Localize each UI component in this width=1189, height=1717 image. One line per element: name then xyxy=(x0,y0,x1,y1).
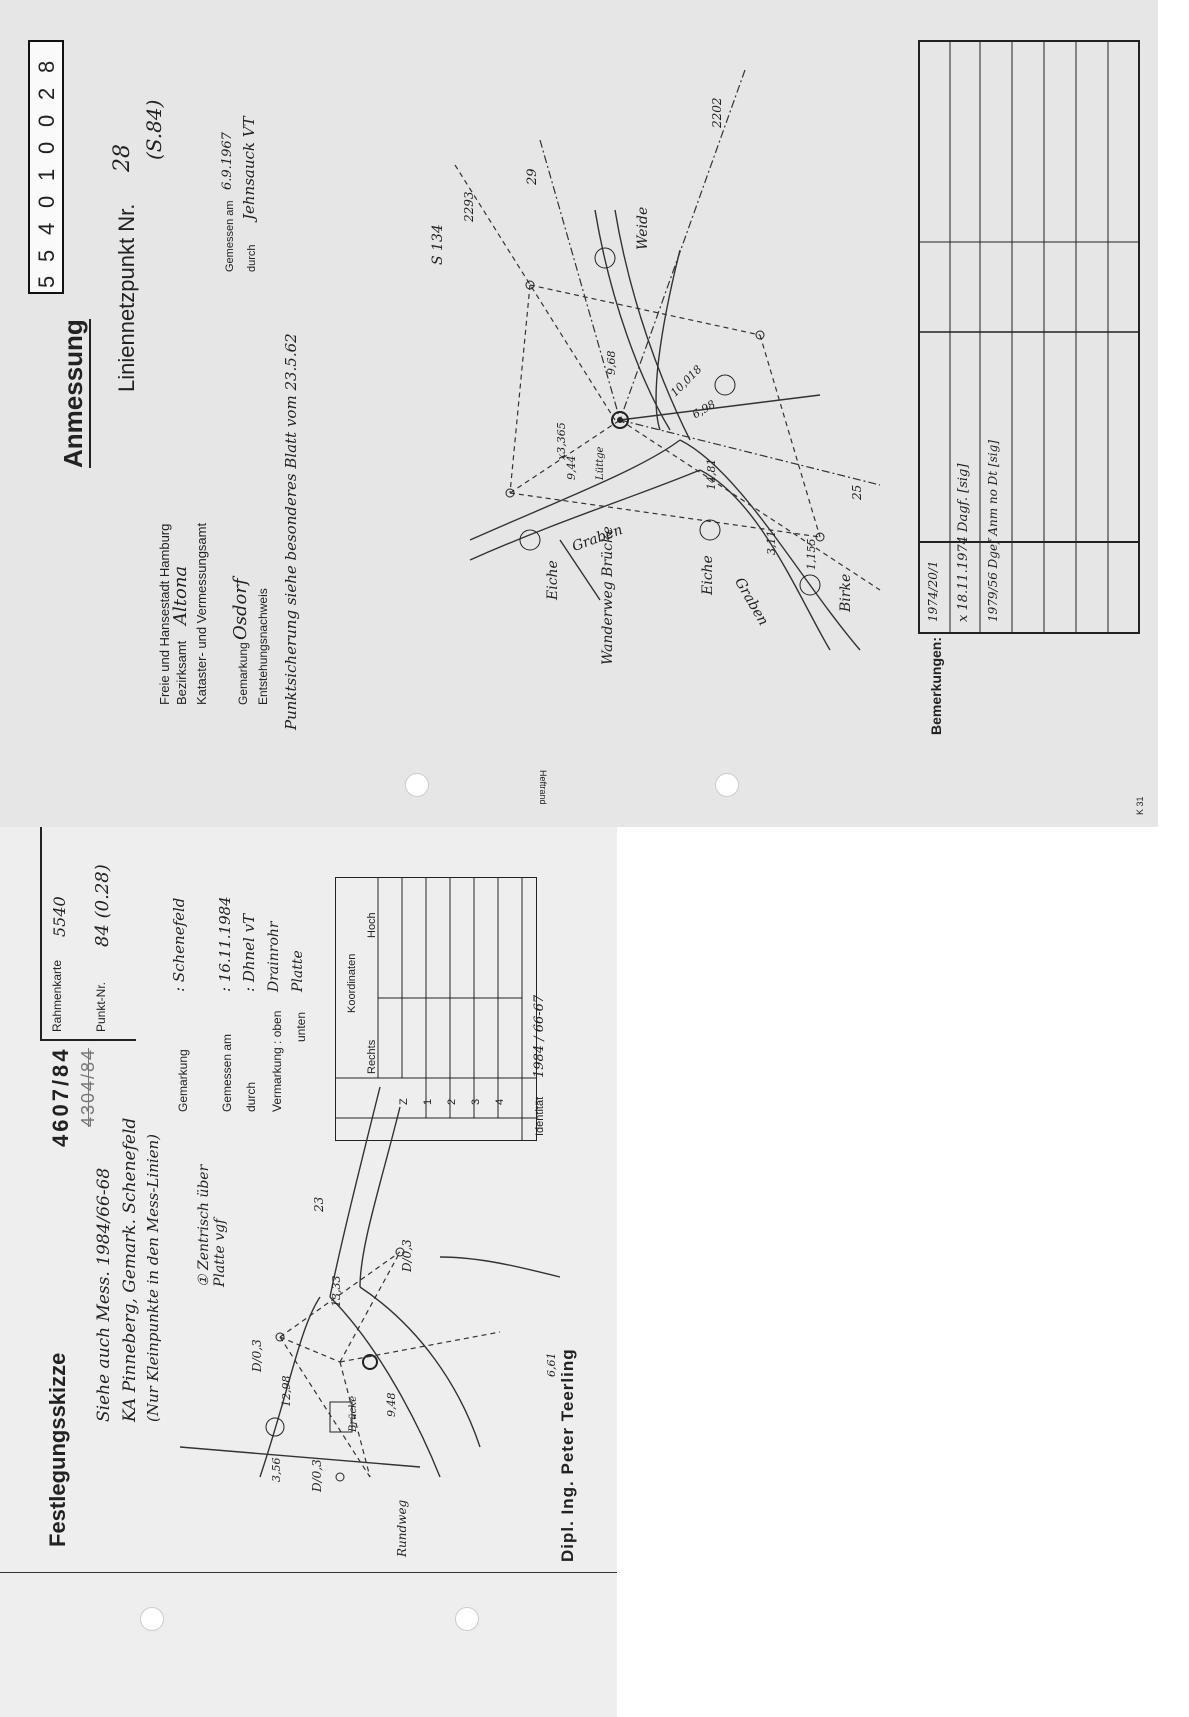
code-digit: 8 xyxy=(34,60,59,73)
tree-icon xyxy=(715,375,735,395)
measure-label: 9,44 xyxy=(565,455,578,480)
sketch-label-birke: Birke xyxy=(838,573,854,612)
gemarkung-label: Gemarkung xyxy=(236,642,250,705)
subtitle-label: Liniennetzpunkt Nr. xyxy=(114,203,139,392)
bezirksamt-value: Altona xyxy=(170,565,191,625)
entstehung-label: Entstehungsnachweis xyxy=(256,588,270,705)
punkt-label: Punkt-Nr. xyxy=(94,981,108,1032)
durch-value: Jehnsauck VT xyxy=(240,116,258,220)
sketch-label: 12,98 xyxy=(280,1375,293,1407)
sketch-label: 23 xyxy=(312,1196,326,1212)
measure-label: 9,68 xyxy=(605,350,618,375)
tree-icon xyxy=(520,530,540,550)
code-digit: 2 xyxy=(34,87,59,100)
row-label: 3 xyxy=(470,1098,482,1105)
punch-hole xyxy=(715,773,739,797)
main-point-inner xyxy=(617,417,623,423)
sketch-label-eiche: Eiche xyxy=(545,560,561,600)
durch-label: durch xyxy=(246,244,258,272)
row-label: 1 xyxy=(422,1098,434,1105)
punch-hole xyxy=(140,1607,164,1631)
engineer-stamp: Dipl. Ing. Peter Teerling xyxy=(558,1348,577,1562)
code-digit: 1 xyxy=(34,168,59,181)
note-line: Siehe auch Mess. 1984/66-68 xyxy=(94,1167,114,1422)
code-digit: 5 xyxy=(34,249,59,262)
vermarkung-value: Drainrohr xyxy=(266,921,282,992)
vermarkung-label: Vermarkung : oben xyxy=(270,1010,284,1112)
kataster-label: Kataster- und Vermessungsamt xyxy=(194,522,209,705)
sketch-label: Brücke xyxy=(348,1395,359,1432)
row-label: 2 xyxy=(446,1098,458,1105)
row-label: Z xyxy=(398,1098,410,1105)
ray-label: S 134 xyxy=(430,224,446,265)
ray-label: 2293 xyxy=(462,191,476,222)
code-digit: 5 xyxy=(34,275,59,288)
authority-line: Freie und Hansestadt Hamburg xyxy=(157,523,172,705)
sketch-label-graben: Graben xyxy=(731,575,772,629)
code-digit: 0 xyxy=(34,141,59,154)
punch-hole xyxy=(455,1607,479,1631)
page-title: Anmessung xyxy=(58,319,91,468)
punch-hole xyxy=(405,773,429,797)
punkt-value: 84 (0.28) xyxy=(92,864,113,947)
survey-sketch-b xyxy=(0,827,617,1717)
unten-label: unten xyxy=(294,1011,308,1042)
sketch-label: 9,48 xyxy=(385,1392,398,1417)
remark-row: 1979/56 Dgef Anm no Dt [sig] xyxy=(986,440,1000,622)
sheet-number-struck: 4304/84 xyxy=(78,1047,98,1127)
gemarkung-label: Gemarkung xyxy=(176,1049,190,1112)
point-reference: (S.84) xyxy=(142,99,166,160)
code-digit: 0 xyxy=(34,195,59,208)
ray-label: Lüttge xyxy=(595,446,606,480)
gemessen-value: : 16.11.1984 xyxy=(216,896,234,992)
unten-value: Platte xyxy=(290,950,306,992)
sketch-label-weide: Weide xyxy=(635,206,651,250)
gemarkung-value: : Schenefeld xyxy=(170,897,188,992)
ray-label: 25 xyxy=(850,484,864,500)
measure-label: 6,98 xyxy=(690,397,718,422)
festlegungsskizze-sheet xyxy=(0,827,617,1717)
ray-label: 2202 xyxy=(710,97,724,128)
entstehung-value: Punktsicherung siehe besonderes Blatt vom 23.5.62 xyxy=(282,333,300,730)
rahmenkarte-value: 5540 xyxy=(50,896,69,937)
durch-value: : Dhnel vT xyxy=(240,913,258,992)
zentrisch-note: ① Zentrisch über Platte vgf xyxy=(196,1164,228,1287)
rechts-header: Rechts xyxy=(366,1039,378,1074)
sketch-label: D/0,3 xyxy=(250,1339,264,1372)
measure-label: x3,365 xyxy=(555,422,568,460)
hoch-header: Hoch xyxy=(366,912,378,938)
sketch-label-bruecke: Wanderweg Brücke xyxy=(600,526,616,665)
control-point xyxy=(336,1473,344,1481)
sketch-label: D/0,3 xyxy=(310,1459,324,1492)
sketch-label: 3,56 xyxy=(270,1457,283,1482)
sketch-label-eiche: Eiche xyxy=(700,555,716,595)
code-digit: 4 xyxy=(34,222,59,235)
identitaet-label: Identität xyxy=(534,1096,546,1136)
bemerkungen-label: Bemerkungen: xyxy=(928,636,944,735)
sketch-label: 6,61 xyxy=(545,1352,558,1377)
sheet-title: Festlegungsskizze xyxy=(45,1352,70,1547)
measure-label: 10,018 xyxy=(668,362,705,400)
code-digit: 0 xyxy=(34,114,59,127)
gemessen-label: Gemessen am xyxy=(224,200,236,272)
sketch-label: Rundweg xyxy=(395,1499,409,1557)
tree-icon xyxy=(700,520,720,540)
point-number: 28 xyxy=(110,144,135,172)
ray-label: 29 xyxy=(525,168,540,185)
gemarkung-value: Osdorf xyxy=(230,578,251,640)
note-line: KA Pinneberg, Gemark. Schenefeld xyxy=(120,1117,140,1422)
rahmenkarte-label: Rahmenkarte xyxy=(50,959,64,1032)
gemessen-value: 6.9.1967 xyxy=(220,132,235,190)
remark-row: 1974/20/1 xyxy=(926,560,940,622)
koordinaten-header: Koordinaten xyxy=(346,953,358,1013)
measure-label: 3,11 xyxy=(765,530,778,555)
gemessen-label: Gemessen am xyxy=(220,1033,234,1112)
identitaet-value: 1984 / 66-67 xyxy=(532,994,547,1078)
remark-row: x 18.11.1974 Dagf. [sig] xyxy=(956,463,971,622)
sketch-label: D/0,3 xyxy=(400,1239,414,1272)
footer-code: K 31 xyxy=(1135,796,1145,815)
measure-label: 1,155 xyxy=(805,538,818,570)
note-line: (Nur Kleinpunkte in den Mess-Linien) xyxy=(144,1133,162,1422)
durch-label: durch xyxy=(244,1081,258,1112)
heftrand-label: Heftrand xyxy=(538,770,548,805)
main-point-marker xyxy=(363,1355,377,1369)
measure-label: 14,81 xyxy=(705,458,718,490)
sketch-label: 13,33 xyxy=(330,1275,343,1307)
row-label: 4 xyxy=(494,1098,506,1105)
remarks-table xyxy=(918,40,1140,634)
sketch-label-graben: Graben xyxy=(570,522,625,556)
sheet-number: 4607/84 xyxy=(48,1046,73,1147)
bezirksamt-label: Bezirksamt xyxy=(174,640,189,705)
anmessung-sheet xyxy=(0,0,1158,827)
